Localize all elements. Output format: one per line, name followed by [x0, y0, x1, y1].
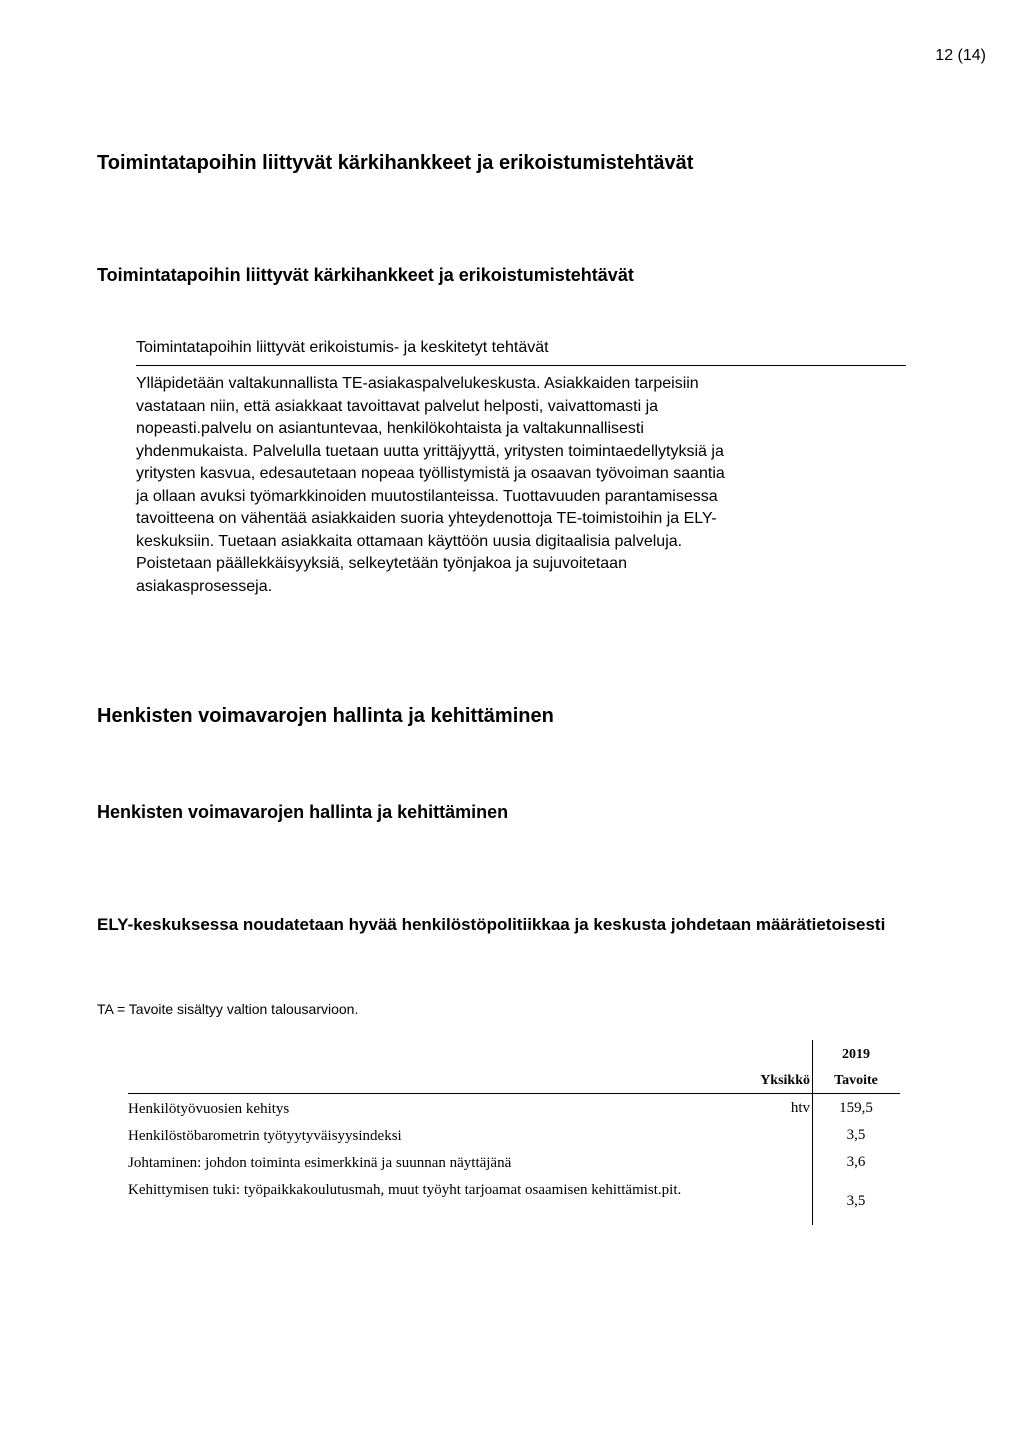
- row-label: Henkilötyövuosien kehitys: [128, 1101, 290, 1117]
- page-number: 12 (14): [935, 47, 986, 64]
- section-heading: Henkisten voimavarojen hallinta ja kehittäminen: [97, 705, 554, 727]
- row-label: Henkilöstöbarometrin työtyytyväisyysindeksi: [128, 1128, 402, 1144]
- paragraph-line: Ylläpidetään valtakunnallista TE-asiakaspalvelukeskusta. Asiakkaiden tarpeisiin: [136, 375, 699, 392]
- target-header: Tavoite: [834, 1073, 878, 1088]
- goal-title: ELY-keskuksessa noudatetaan hyvää henkilöstöpolitiikkaa ja keskusta johdetaan määrätietoisesti: [97, 915, 886, 934]
- section-heading: Toimintatapoihin liittyvät kärkihankkeet ja erikoistumistehtävät: [97, 152, 694, 174]
- paragraph-line: tavoitteena on vähentää asiakkaiden suoria yhteydenottoja TE-toimistoihin ja ELY-: [136, 510, 717, 527]
- footnote: TA = Tavoite sisältyy valtion talousarvioon.: [97, 1001, 359, 1017]
- table-header-divider: [128, 1093, 900, 1094]
- paragraph-line: Poistetaan päällekkäisyyksiä, selkeytetään työnjakoa ja sujuvoitetaan: [136, 555, 627, 572]
- paragraph-line: keskuksiin. Tuetaan asiakkaita ottamaan käyttöön uusia digitaalisia palveluja.: [136, 532, 683, 550]
- row-unit: htv: [790, 1100, 810, 1116]
- paragraph-line: yritysten kasvua, edesautetaan nopeaa työllistymistä ja osaavan työvoiman saantia: [136, 465, 725, 482]
- row-label: Johtaminen: johdon toiminta esimerkkinä ja suunnan näyttäjänä: [128, 1155, 512, 1171]
- row-label: Kehittymisen tuki: työpaikkakoulutusmah, muut työyht tarjoamat osaamisen kehittämist.pit.: [128, 1182, 682, 1198]
- paragraph-line: vastataan niin, että asiakkaat tavoittavat palvelut helposti, vaivattomasti ja: [136, 397, 659, 415]
- metrics-table: [123, 1040, 900, 1225]
- row-value: 3,6: [846, 1154, 866, 1170]
- row-value: 3,5: [846, 1193, 866, 1209]
- item-title: Toimintatapoihin liittyvät erikoistumis- ja keskitetyt tehtävät: [136, 339, 549, 356]
- paragraph-line: nopeasti.palvelu on asiantuntevaa, henkilökohtaista ja valtakunnallisesti: [136, 420, 644, 437]
- section-subheading: Henkisten voimavarojen hallinta ja kehittäminen: [97, 802, 509, 822]
- paragraph-line: asiakasprosesseja.: [136, 577, 273, 595]
- unit-header: Yksikkö: [760, 1073, 810, 1088]
- row-value: 159,5: [839, 1100, 873, 1116]
- year-header: 2019: [842, 1047, 870, 1062]
- description-paragraph: [136, 373, 906, 598]
- item-title-divider: [136, 365, 906, 366]
- row-value: 3,5: [846, 1127, 866, 1143]
- paragraph-line: yhdenmukaista. Palvelulla tuetaan uutta yrittäjyyttä, yritysten toimintaedellytyksiä ja: [136, 442, 724, 460]
- paragraph-line: ja ollaan avuksi työmarkkinoiden muutostilanteissa. Tuottavuuden parantamisessa: [136, 487, 718, 505]
- section-subheading: Toimintatapoihin liittyvät kärkihankkeet ja erikoistumistehtävät: [97, 265, 634, 285]
